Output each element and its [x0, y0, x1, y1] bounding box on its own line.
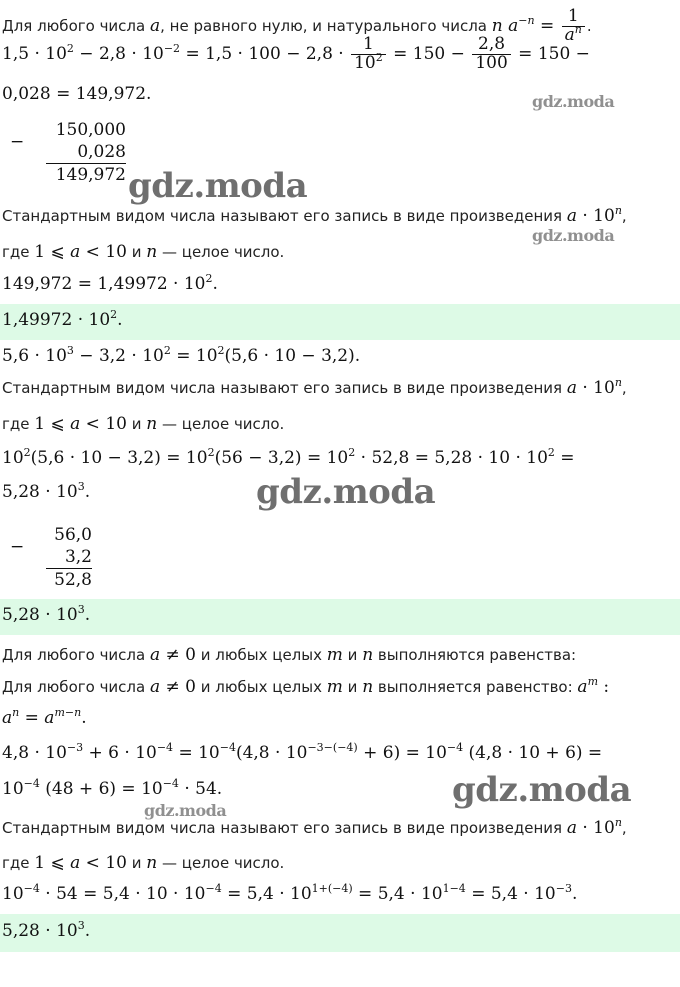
watermark-large: gdz.moda [452, 770, 632, 810]
minus-sign: − [10, 537, 25, 557]
equation-line-7: $10^{-4}$ $(48 + 6) = 10^{-4} \cdot 54$. [2, 777, 223, 799]
watermark: gdz.moda [532, 226, 615, 245]
power-rule-text-1: Для любого числа a ≠ 0 и любых целых m и n выполняются равенства: [2, 645, 577, 665]
equation-line-8: $10^{-4} \cdot 54 = 5,4 \cdot 10 \cdot 10^{-4} = 5,4 \cdot 10^{1+(-4)} = 5,4 \cdot 10^{1-4} = 5,4 \cdot 10^{-3}$. [2, 882, 578, 904]
equation-line-2: 0,028 = 149,972. [2, 84, 152, 104]
answer-1: $1,49972 \cdot 10^2$. [2, 308, 123, 330]
watermark-large: gdz.moda [128, 166, 308, 206]
answer-3: $5,28 \cdot 10^3$. [2, 919, 91, 941]
standard-form-definition: Стандартным видом числа называют его запись в виде произведения $a \cdot 10^n$, [2, 376, 627, 398]
equation-line-6: $4,8 \cdot 10^{-3} + 6 \cdot 10^{-4} = 10^{-4}(4,8 \cdot 10^{-3-(-4)} + 6) = 10^{-4}$ (4,8 · 10 + 6) = [2, 741, 603, 763]
watermark: gdz.moda [532, 92, 615, 111]
power-rule-text-2: Для любого числа a ≠ 0 и любых целых m и n выполняется равенство: $a^m$ : [2, 675, 610, 697]
answer-2: $5,28 \cdot 10^3$. [2, 603, 91, 625]
answer-highlight [0, 599, 680, 635]
fraction-1-over-an: $\frac{1}{a^n}$ [562, 8, 585, 45]
standard-form-definition: Стандартным видом числа называют его запись в виде произведения $a \cdot 10^n$, [2, 816, 627, 838]
column-subtraction-2: 56,0 3,2 52,8 [46, 524, 92, 591]
power-rule-formula: $a^n = a^{m-n}$. [2, 706, 87, 728]
equation-line-4: $10^2(5,6 \cdot 10 - 3,2) = 10^2(56 - 3,2) = 10^2 \cdot 52,8 = 5,28 \cdot 10 \cdot 10^2$ = [2, 446, 575, 468]
standard-form-definition: Стандартным видом числа называют его запись в виде произведения $a \cdot 10^n$, [2, 204, 627, 226]
equation-line-3: $5,6 \cdot 10^3 - 3,2 \cdot 10^2 = 10^2(5,6 \cdot 10 - 3,2)$. [2, 344, 361, 366]
standard-form-condition: где 1 ⩽ a < 10 и n — целое число. [2, 853, 285, 873]
answer-highlight [0, 914, 680, 952]
standard-form-condition: где 1 ⩽ a < 10 и n — целое число. [2, 242, 285, 262]
watermark-large: gdz.moda [256, 472, 436, 512]
standard-form-conversion: $149,972 = 1,49972 \cdot 10^2$. [2, 272, 218, 294]
equation-line-5: $5,28 \cdot 10^3$. [2, 480, 91, 502]
equation-line-1: $1,5 \cdot 10^2 - 2,8 \cdot 10^{-2} = 1,5 \cdot 100 - 2,8$ · $\frac{1}{10^2}$ = 150 − $\frac{2,8}{100}$ = 150 − [2, 34, 590, 73]
column-subtraction-1: 150,000 0,028 149,972 [46, 119, 126, 186]
definition-negative-power: Для любого числа a, не равного нулю, и натурального числа n $a^{-n}$ = $\frac{1}{a^n}$ . [2, 6, 592, 45]
fraction-1-over-10-2: $\frac{1}{10^2}$ [351, 36, 386, 73]
standard-form-condition: где 1 ⩽ a < 10 и n — целое число. [2, 414, 285, 434]
fraction-28-over-100: $\frac{2,8}{100}$ [472, 36, 510, 73]
minus-sign: − [10, 132, 25, 152]
watermark: gdz.moda [144, 801, 227, 820]
